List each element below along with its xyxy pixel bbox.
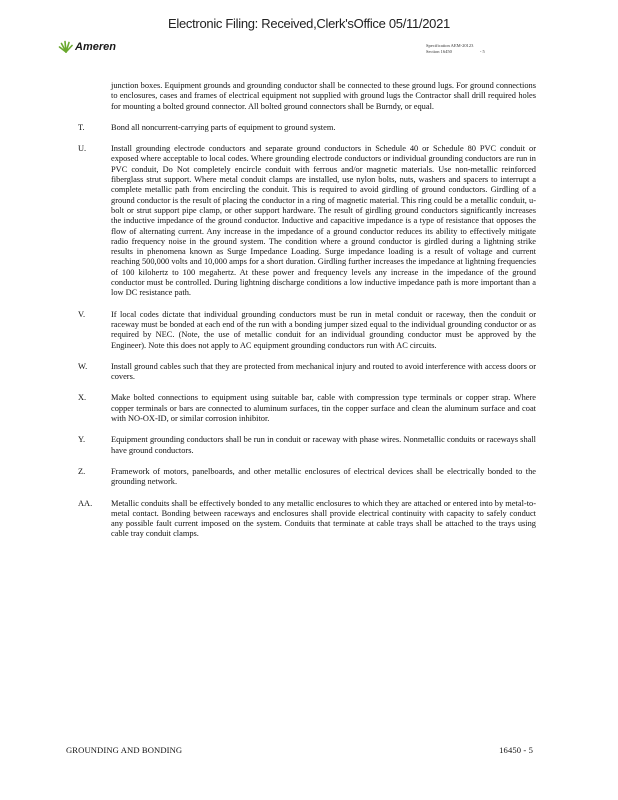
item-letter: U. <box>78 144 87 154</box>
spec-number: Specification AEM-20123 <box>426 43 474 48</box>
ameren-logo <box>58 40 116 53</box>
item-text: If local codes dictate that individual grounding conductors must be run in metal conduit or raceway, then the conduit or raceway must be bonded at each end of the run with a bonding jumper sized equal to the individual grounding conductor or as required by NEC. (Note, the use of metallic conduit for an individual grounding conductor must be approved by the Engineer). Note this does not apply to AC equipment grounding conductors run with AC circuits. <box>111 309 536 350</box>
item-text: Bond all noncurrent-carrying parts of equipment to ground system. <box>111 122 336 132</box>
list-item-aa <box>78 499 536 540</box>
item-text: Make bolted connections to equipment using suitable bar, cable with compression type terminals or copper strap. Where copper terminals or bars are connected to aluminum surfaces, tin the copper surface and clean the aluminum surface and coat with NO-OX-ID, or similar corrosion inhibitor. <box>111 393 536 424</box>
list-item-y <box>78 435 536 456</box>
item-letter: T. <box>78 122 85 132</box>
footer-page-number: 16450 - 5 <box>499 745 533 755</box>
list-item-v <box>78 310 536 351</box>
list-item-t <box>78 123 536 133</box>
spec-page: - 5 <box>479 49 485 54</box>
spec-section <box>426 49 485 55</box>
list-item-x <box>78 393 536 424</box>
item-text: Framework of motors, panelboards, and other metallic enclosures of electrical devices shall be electrically bonded to the grounding network. <box>111 466 536 487</box>
list-item-u <box>78 144 536 298</box>
item-text: Metallic conduits shall be effectively bonded to any metallic enclosures to which they are attached or entered into by metal-to-metal contact. Bonding between raceways and enclosures shall provide electrical continuity with capacity to safely conduct any possible fault current imposed on the system. Conduits that terminate at cable trays shall be attached to the trays using cable tray conduit clamps. <box>111 498 536 539</box>
item-text: Equipment grounding conductors shall be run in conduit or raceway with phase wires. Nonmetallic conduits or raceways shall have ground conductors. <box>111 435 536 455</box>
spec-info <box>426 43 485 55</box>
item-text: Install ground cables such that they are protected from mechanical injury and routed to avoid interference with access doors or covers. <box>111 361 536 382</box>
ameren-burst-icon <box>58 40 74 53</box>
item-letter: Y. <box>78 435 86 445</box>
spec-section-label: Section 16450 <box>426 49 452 54</box>
item-letter: X. <box>78 393 87 403</box>
page-footer <box>66 745 533 755</box>
item-letter: V. <box>78 309 86 319</box>
footer-section-title: GROUNDING AND BONDING <box>66 745 183 755</box>
filing-stamp: Electronic Filing: Received,Clerk'sOffice 05/11/2021 <box>168 16 450 31</box>
list-item-z <box>78 467 536 488</box>
document-body <box>78 81 536 540</box>
item-letter: Z. <box>78 466 86 476</box>
list-item-w <box>78 362 536 383</box>
item-text: Install grounding electrode conductors and separate ground conductors in Schedule 40 or Schedule 80 PVC conduit or exposed where acceptable to local codes. Where grounding electrode conductors or individual grounding conductors are run in PVC conduit, Do Not completely encircle conduit with ferrous and/or magnetic materials. Use non-metallic reinforced fiberglass strut support. Where metal conduit clamps are installed, use nylon bolts, nuts, washers and spacers to interrupt a complete metallic path from encircling the conduit. This is required to avoid girdling of ground conductors. Girdling of a ground conductor is the result of placing the conductor in a ring of magnetic material. This ring could be a metallic conduit, u-bolt or strut support pipe clamp, or other support hardware. The result of girdling ground conductors significantly increases the inductive impedance of the ground conductor. Inductive and capacitive impedance is a type of resistance that opposes the flow of alternating current. Any increase in the impedance of a ground conductor reduces its ability to effectively mitigate radio frequency noise in the ground system. The condition where a ground conductor is girdled during a lightning strike results in phenomena known as Surge Impedance Loading. Surge impedance loading is a result of voltage and current reaching 500,000 volts and 10,000 amps for a short duration. Girdling further increases the impedance at lightning frequencies of 100 kilohertz to 100 megahertz. At these power and frequency levels any increase in the impedance of the ground conductor must be controlled. During lightning discharge conditions a low inductive impedance path is more important than a low DC resistance path. <box>111 144 536 298</box>
logo-text: Ameren <box>75 41 116 53</box>
item-letter: AA. <box>78 498 93 508</box>
continuation-paragraph: junction boxes. Equipment grounds and grounding conductor shall be connected to these ground lugs. For ground connections to enclosures, cases and frames of electrical equipment not supplied with ground lugs the Contractor shall drill required holes for mounting a bolted ground connector. All bolted ground connectors shall be Burndy, or equal. <box>111 81 536 111</box>
item-letter: W. <box>78 361 88 371</box>
